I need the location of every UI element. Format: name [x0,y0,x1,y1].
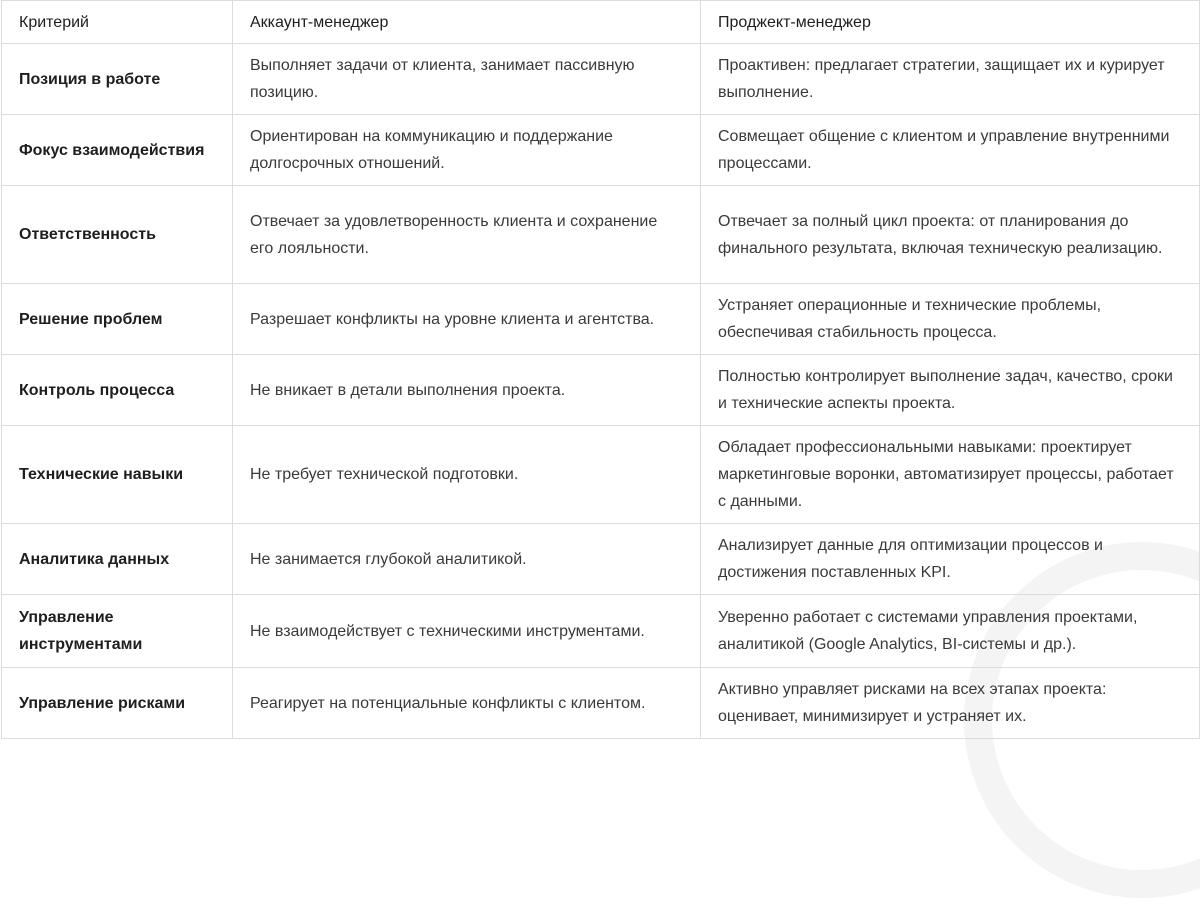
project-manager-cell: Уверенно работает с системами управления проектами, аналитикой (Google Analytics, BI-системы и др.). [701,595,1200,668]
account-manager-cell: Отвечает за удовлетворенность клиента и сохранение его лояльности. [233,186,701,284]
header-criterion: Критерий [2,1,233,44]
account-manager-cell: Не занимается глубокой аналитикой. [233,524,701,595]
project-manager-cell: Обладает профессиональными навыками: проектирует маркетинговые воронки, автоматизирует процессы, работает с данными. [701,426,1200,524]
account-manager-cell: Не взаимодействует с техническими инструментами. [233,595,701,668]
project-manager-cell: Отвечает за полный цикл проекта: от планирования до финального результата, включая техническую реализацию. [701,186,1200,284]
criterion-cell: Технические навыки [2,426,233,524]
project-manager-cell: Проактивен: предлагает стратегии, защищает их и курирует выполнение. [701,44,1200,115]
table-row [2,186,1200,284]
project-manager-cell: Устраняет операционные и технические проблемы, обеспечивая стабильность процесса. [701,284,1200,355]
account-manager-cell: Ориентирован на коммуникацию и поддержание долгосрочных отношений. [233,115,701,186]
table-row [2,284,1200,355]
criterion-cell: Управление рисками [2,668,233,739]
account-manager-cell: Не требует технической подготовки. [233,426,701,524]
comparison-table [1,0,1200,739]
criterion-cell: Фокус взаимодействия [2,115,233,186]
criterion-cell: Решение проблем [2,284,233,355]
header-row [2,1,1200,44]
header-account-manager: Аккаунт-менеджер [233,1,701,44]
criterion-cell: Ответственность [2,186,233,284]
criterion-cell: Позиция в работе [2,44,233,115]
criterion-cell: Управление инструментами [2,595,233,668]
account-manager-cell: Выполняет задачи от клиента, занимает пассивную позицию. [233,44,701,115]
criterion-cell: Контроль процесса [2,355,233,426]
account-manager-cell: Разрешает конфликты на уровне клиента и агентства. [233,284,701,355]
project-manager-cell: Полностью контролирует выполнение задач, качество, сроки и технические аспекты проекта. [701,355,1200,426]
project-manager-cell: Активно управляет рисками на всех этапах проекта: оценивает, минимизирует и устраняет их. [701,668,1200,739]
project-manager-cell: Анализирует данные для оптимизации процессов и достижения поставленных KPI. [701,524,1200,595]
table-row [2,426,1200,524]
account-manager-cell: Реагирует на потенциальные конфликты с клиентом. [233,668,701,739]
project-manager-cell: Совмещает общение с клиентом и управление внутренними процессами. [701,115,1200,186]
criterion-cell: Аналитика данных [2,524,233,595]
table-row [2,524,1200,595]
table-row [2,44,1200,115]
table-row [2,355,1200,426]
account-manager-cell: Не вникает в детали выполнения проекта. [233,355,701,426]
header-project-manager: Проджект-менеджер [701,1,1200,44]
table-row [2,668,1200,739]
table-row [2,115,1200,186]
table-row [2,595,1200,668]
